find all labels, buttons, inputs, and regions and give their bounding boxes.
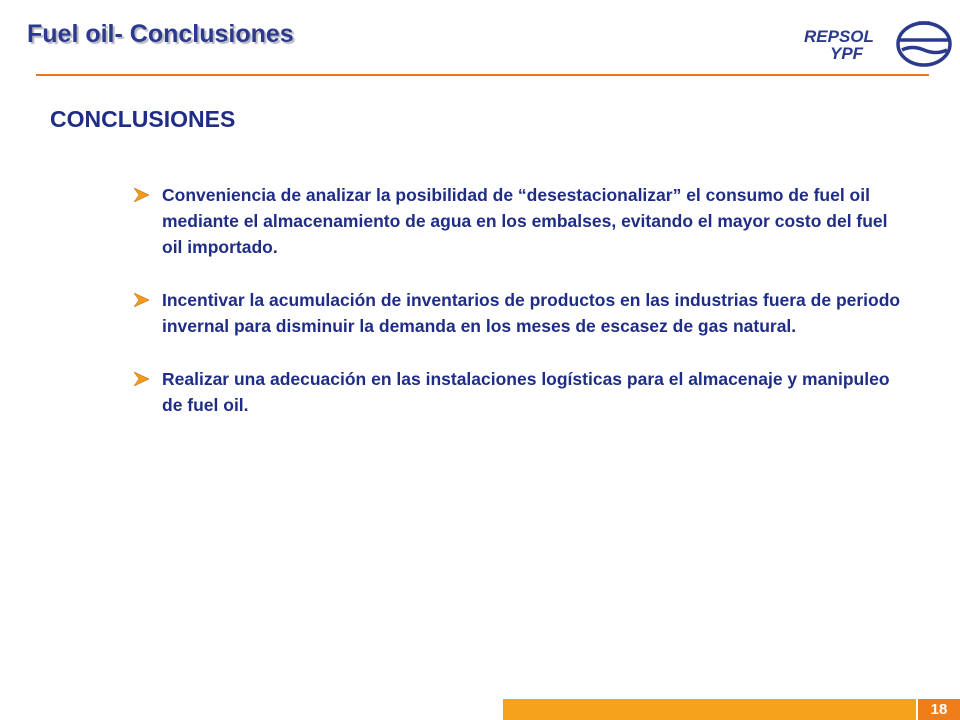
conclusions-list	[134, 182, 904, 445]
page-title: Fuel oil- Conclusiones	[27, 20, 294, 48]
list-item	[134, 182, 904, 260]
arrowhead-bullet-icon	[134, 372, 149, 386]
list-item	[134, 287, 904, 339]
arrowhead-bullet-icon	[134, 293, 149, 307]
logo-text-repsol: REPSOL	[804, 27, 874, 46]
title-divider	[36, 74, 929, 76]
logo-text-ypf: YPF	[830, 44, 864, 63]
logo-emblem-icon	[898, 23, 950, 65]
page-number: 18	[918, 699, 960, 720]
arrowhead-bullet-icon	[134, 188, 149, 202]
footer-bar	[503, 699, 916, 720]
list-item-text: Conveniencia de analizar la posibilidad de “desestacionalizar” el consumo de fuel oil mediante el almacenamiento de agua en los embalses, evitando el mayor costo del fuel oil importado.	[162, 185, 888, 257]
list-item	[134, 366, 904, 418]
section-heading: CONCLUSIONES	[50, 106, 236, 132]
list-item-text: Incentivar la acumulación de inventarios de productos en las industrias fuera de periodo invernal para disminuir la demanda en los meses de escasez de gas natural.	[162, 290, 901, 336]
repsol-ypf-logo	[800, 12, 960, 70]
list-item-text: Realizar una adecuación en las instalaciones logísticas para el almacenaje y manipuleo de fuel oil.	[162, 369, 890, 415]
